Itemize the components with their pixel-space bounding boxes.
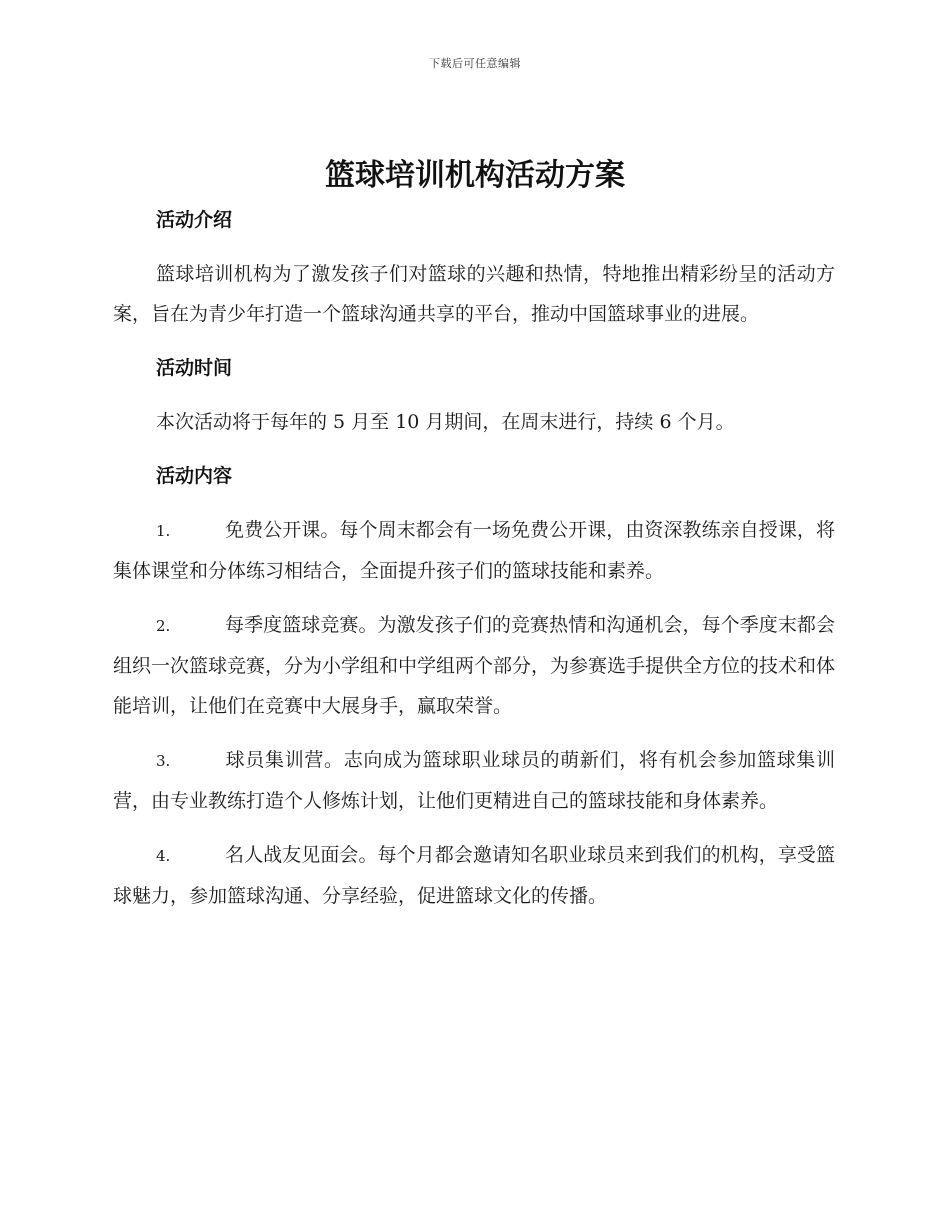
list-item-number: 2. bbox=[156, 617, 171, 635]
list-item bbox=[113, 835, 835, 916]
list-item bbox=[113, 740, 835, 821]
list-item-text: 名人战友见面会。每个月都会邀请知名职业球员来到我们的机构，享受篮球魅力，参加篮球沟通、分享经验，促进篮球文化的传播。 bbox=[113, 844, 835, 907]
section-heading-intro: 活动介绍 bbox=[156, 209, 233, 231]
section-heading-content: 活动内容 bbox=[156, 465, 233, 487]
section-paragraph-intro: 篮球培训机构为了激发孩子们对篮球的兴趣和热情，特地推出精彩纷呈的活动方案，旨在为青少年打造一个篮球沟通共享的平台，推动中国篮球事业的进展。 bbox=[113, 263, 835, 325]
list-item-number: 4. bbox=[156, 847, 171, 865]
list-item-text: 每季度篮球竞赛。为激发孩子们的竞赛热情和沟通机会，每个季度末都会组织一次篮球竞赛，分为小学组和中学组两个部分，为参赛选手提供全方位的技术和体能培训，让他们在竞赛中大展身手，赢取荣誉。 bbox=[113, 614, 836, 717]
list-item bbox=[113, 510, 835, 591]
section-heading-time: 活动时间 bbox=[156, 357, 233, 379]
list-item-text: 免费公开课。每个周末都会有一场免费公开课，由资深教练亲自授课，将集体课堂和分体练习相结合，全面提升孩子们的篮球技能和素养。 bbox=[113, 519, 835, 582]
list-item-number: 3. bbox=[156, 752, 171, 770]
list-item-number: 1. bbox=[156, 522, 171, 540]
page-header-note: 下载后可任意编辑 bbox=[429, 57, 521, 70]
document-body bbox=[113, 200, 835, 916]
section-paragraph-time: 本次活动将于每年的 5 月至 10 月期间，在周末进行，持续 6 个月。 bbox=[156, 411, 735, 433]
page-title: 篮球培训机构活动方案 bbox=[325, 158, 625, 193]
list-item-text: 球员集训营。志向成为篮球职业球员的萌新们，将有机会参加篮球集训营，由专业教练打造个人修炼计划，让他们更精进自己的篮球技能和身体素养。 bbox=[113, 749, 835, 812]
list-item bbox=[113, 605, 835, 726]
